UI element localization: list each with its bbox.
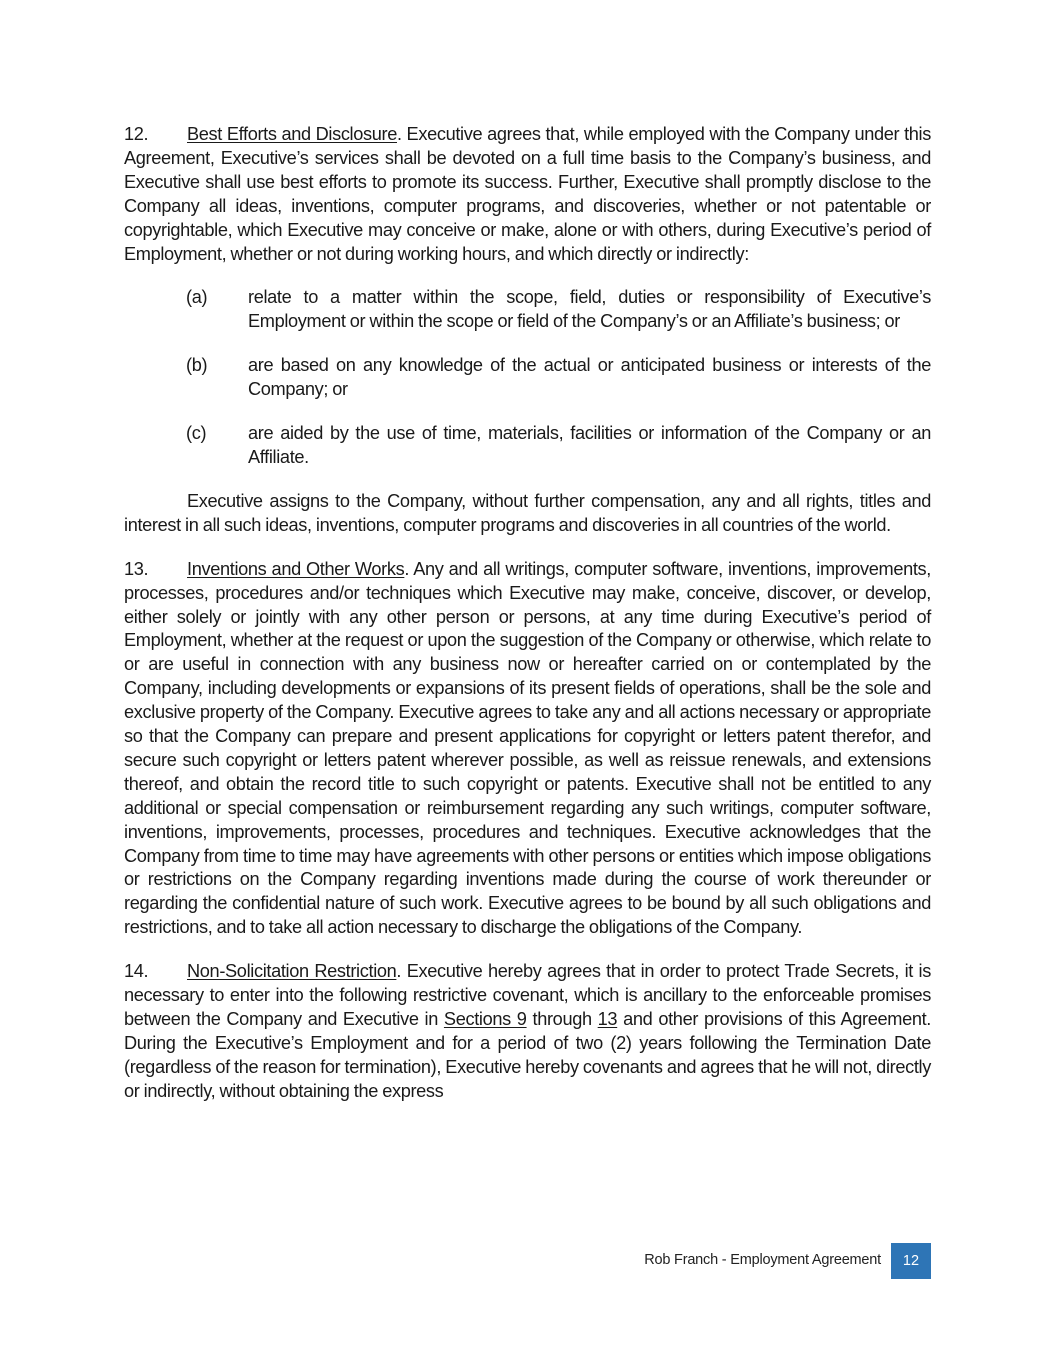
section-13 xyxy=(124,558,931,941)
list-item-label: (a) xyxy=(186,287,208,308)
section-body: . Executive agrees that, while employed with the Company under this Agreement, Executive’s services shall be devoted on a full time basis to the Company’s business, and Executive shall use best efforts to promote its success. Further, Executive shall promptly disclose to the Company all ideas, inventions, computer programs, and discoveries, whether or not patentable or copyrightable, which Executive may conceive or make, alone or with others, during Executive’s period of Employment, whether or not during working hours, and which directly or indirectly: xyxy=(124,124,931,264)
section-number: 13. xyxy=(124,558,149,579)
section-14 xyxy=(124,960,931,1103)
section-closing-paragraph: Executive assigns to the Company, without further compensation, any and all rights, titles and interest in all such ideas, inventions, computer programs and discoveries in all countries of the world. xyxy=(124,490,931,535)
section-heading: Inventions and Other Works xyxy=(187,558,405,579)
document-page xyxy=(124,123,931,1124)
list-item xyxy=(124,354,931,402)
cross-reference-link[interactable]: 13 xyxy=(597,1009,618,1029)
footer-title: Rob Franch - Employment Agreement xyxy=(644,1252,881,1268)
list-item-text: relate to a matter within the scope, field, duties or responsibility of Executive’s Employment or within the scope or field of the Company’s or an Affiliate’s business; or xyxy=(248,287,931,332)
list-item xyxy=(124,286,931,334)
list-item-label: (c) xyxy=(186,423,207,444)
section-heading: Non-Solicitation Restriction xyxy=(187,961,397,982)
section-body: . Executive hereby agrees that in order to protect Trade Secrets, it is necessary to enter into the following restrictive covenant, which is ancillary to the enforceable promises between the Company and Executive in xyxy=(124,961,931,1029)
section-body: . Any and all writings, computer software, inventions, improvements, processes, procedures and/or techniques which Executive may make, conceive, discover, or develop, either solely or jointly with any other person or persons, at any time during Executive’s period of Employment, whether at the request or upon the suggestion of the Company or otherwise, which relate to or are useful in connection with any business now or hereafter carried on or contemplated by the Company, including developments or expansions of its present fields of operations, shall be the sole and exclusive property of the Company. Executive agrees to take any and all actions necessary or appropriate so that the Company can prepare and present applications for copyright or letters patent therefor, and secure such copyright or letters patent wherever possible, as well as reissue renewals, and extensions thereof, and obtain the record title to such copyright or patents. Executive shall not be entitled to any additional or special compensation or reimbursement regarding any such writings, computer software, inventions, improvements, processes, procedures and techniques. Executive acknowledges that the Company from time to time may have agreements with other persons or entities which impose obligations or restrictions on the Company regarding inventions made during the course of work thereunder or regarding the confidential nature of such work. Executive agrees to be bound by all such obligations and restrictions, and to take all action necessary to discharge the obligations of the Company. xyxy=(124,558,932,938)
section-heading: Best Efforts and Disclosure xyxy=(187,124,397,144)
page-number-badge: 12 xyxy=(891,1243,931,1279)
section-body: and other provisions of this Agreement. During the Executive’s Employment and for a period of two (2) years following the Termination Date (regardless of the reason for termination), Executive hereby covenants and agrees that he will not, directly or indirectly, without obtaining the express xyxy=(124,1009,931,1101)
list-item-text: are based on any knowledge of the actual or anticipated business or interests of the Company; or xyxy=(248,355,931,400)
list-item-label: (b) xyxy=(186,355,208,376)
list-item xyxy=(124,422,931,470)
section-number: 14. xyxy=(124,961,149,982)
page-footer xyxy=(600,1243,931,1279)
section-12 xyxy=(124,123,931,266)
cross-reference-link[interactable]: Sections 9 xyxy=(443,1009,527,1029)
section-body: through xyxy=(526,1009,598,1029)
list-item-text: are aided by the use of time, materials, facilities or information of the Company or an Affiliate. xyxy=(248,423,931,467)
section-number: 12. xyxy=(124,124,149,144)
